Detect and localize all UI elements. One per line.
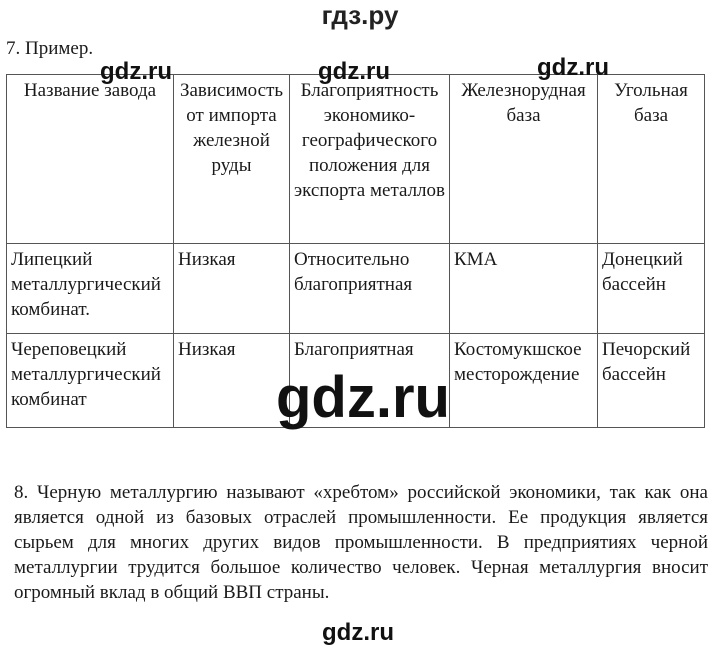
table-cell: Низкая [174,334,290,428]
watermark-large: gdz.ru [276,365,450,430]
header-cell-plant-name: Название завода [7,75,174,244]
table-cell: Череповецкий металлургический комбинат [7,334,174,428]
watermark: gdz.ru [318,58,390,85]
table-cell: Благоприятная [290,334,450,428]
header-cell-geo-position: Благоприятность экономико-географического положения для экспорта металлов [290,75,450,244]
header-cell-import-dependency: Зависимость от импорта железной руды [174,75,290,244]
table-cell: КМА [450,244,598,334]
table-header-row [7,75,705,244]
table-cell: Печорский бассейн [598,334,705,428]
watermark: gdz.ru [537,54,609,81]
table-cell: Костомукшское месторождение [450,334,598,428]
task-8-paragraph: 8. Черную металлургию называют «хребтом» российской экономики, так как она является одной из базовых отраслей промышленности. Ее продукция является сырьем для многих других видов промышленности. В предприятиях черной металлургии трудится большое количество человек. Черная металлургия вносит огромный вклад в общий ВВП страны. [14,482,708,603]
table-row [7,244,705,334]
watermark: gdz.ru [322,619,394,646]
table-cell: Липецкий металлургический комбинат. [7,244,174,334]
site-title: гдз.ру [321,0,399,30]
header-cell-coal-base: Угольная база [598,75,705,244]
task-7-label: 7. Пример. [6,38,94,59]
table-cell: Относительно благоприятная [290,244,450,334]
header-cell-iron-ore-base: Железнорудная база [450,75,598,244]
table-cell: Донецкий бассейн [598,244,705,334]
table-cell: Низкая [174,244,290,334]
watermark: gdz.ru [100,58,172,85]
